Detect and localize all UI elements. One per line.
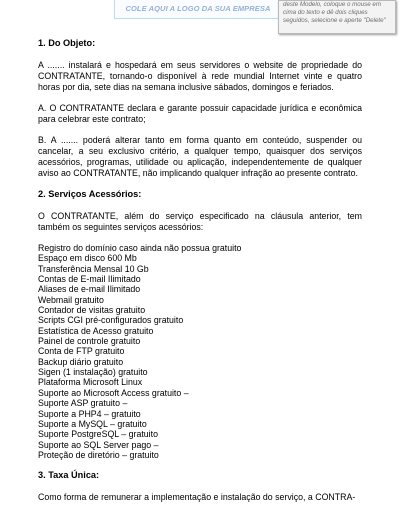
section-heading: 2. Serviços Acessórios: [38,189,142,199]
list-item: Plataforma Microsoft Linux [38,377,143,388]
list-item: Suporte ao Microsoft Access gratuito – [38,387,189,398]
list-item: Registro do domínio caso ainda não possua gratuito [38,243,242,253]
section-services [38,189,362,460]
paragraph: A ....... instalará e hospedará em seus servidores o website de propriedade do CONTRATANTE, tornando-o disponível à rede mundial Internet vinte e quatro horas por dia, sete dias na semana inclusive sábados, domingos e feriados. [38,60,362,92]
list-item: Suporte PostgreSQL – gratuito [38,429,158,440]
list-item: Aliases de e-mail Ilimitado [38,284,141,295]
list-item: Espaço em disco 600 Mb [38,253,137,264]
list-item: Contas de E-mail Ilimitado [38,274,141,285]
section-heading: 3. Taxa Única: [38,470,100,481]
list-item: Suporte ASP gratuito – [38,398,128,409]
services-list [38,243,362,460]
list-item: Conta de FTP gratuito [38,346,125,357]
section-fee [38,470,362,503]
paragraph: Como forma de remunerar a implementação e instalação do serviço, a CONTRA- [38,492,356,503]
list-item: Painel de controle gratuito [38,336,141,347]
list-item: Estatística de Acesso gratuito [38,325,154,336]
list-item: Scripts CGI pré-configurados gratuito [38,315,184,326]
section-object [38,38,362,179]
list-item: Proteção de diretório – gratuito [38,449,159,460]
list-item: Webmail gratuito [38,294,104,305]
list-item: Contador de visitas gratuito [38,305,146,316]
list-item: Transferência Mensal 10 Gb [38,263,149,274]
paragraph: A. O CONTRATANTE declara e garante possuir capacidade jurídica e econômica para celebrar este contrato; [38,103,362,124]
list-item: Suporte ao SQL Server pago – [38,439,159,450]
logo-placeholder[interactable]: COLE AQUI A LOGO DA SUA EMPRESA [114,0,282,19]
section-heading: 1. Do Objeto: [38,38,96,48]
instruction-note: deste Modelo, coloque o mouse em cima do texto e dê dois cliques seguidos, selecione e aperte "Delete" [278,0,396,34]
contract-body [38,38,362,513]
paragraph: B. A ....... poderá alterar tanto em forma quanto em conteúdo, suspender ou cancelar, a seu exclusivo critério, a qualquer tempo, quaisquer dos serviços acessórios, programas, utilidade ou aplicação, independentemente de qualquer aviso ao CONTRATANTE, não implicando qualquer infração ao presente contrato. [38,135,362,178]
list-item: Backup diário gratuito [38,356,124,367]
paragraph: O CONTRATANTE, além do serviço especificado na cláusula anterior, tem também os seguintes serviços acessórios: [38,211,362,232]
list-item: Sigen (1 instalação) gratuito [38,367,148,378]
document-header [0,0,400,26]
list-item: Suporte a PHP4 – gratuito [38,408,141,419]
list-item: Suporte a MySQL – gratuito [38,418,147,429]
